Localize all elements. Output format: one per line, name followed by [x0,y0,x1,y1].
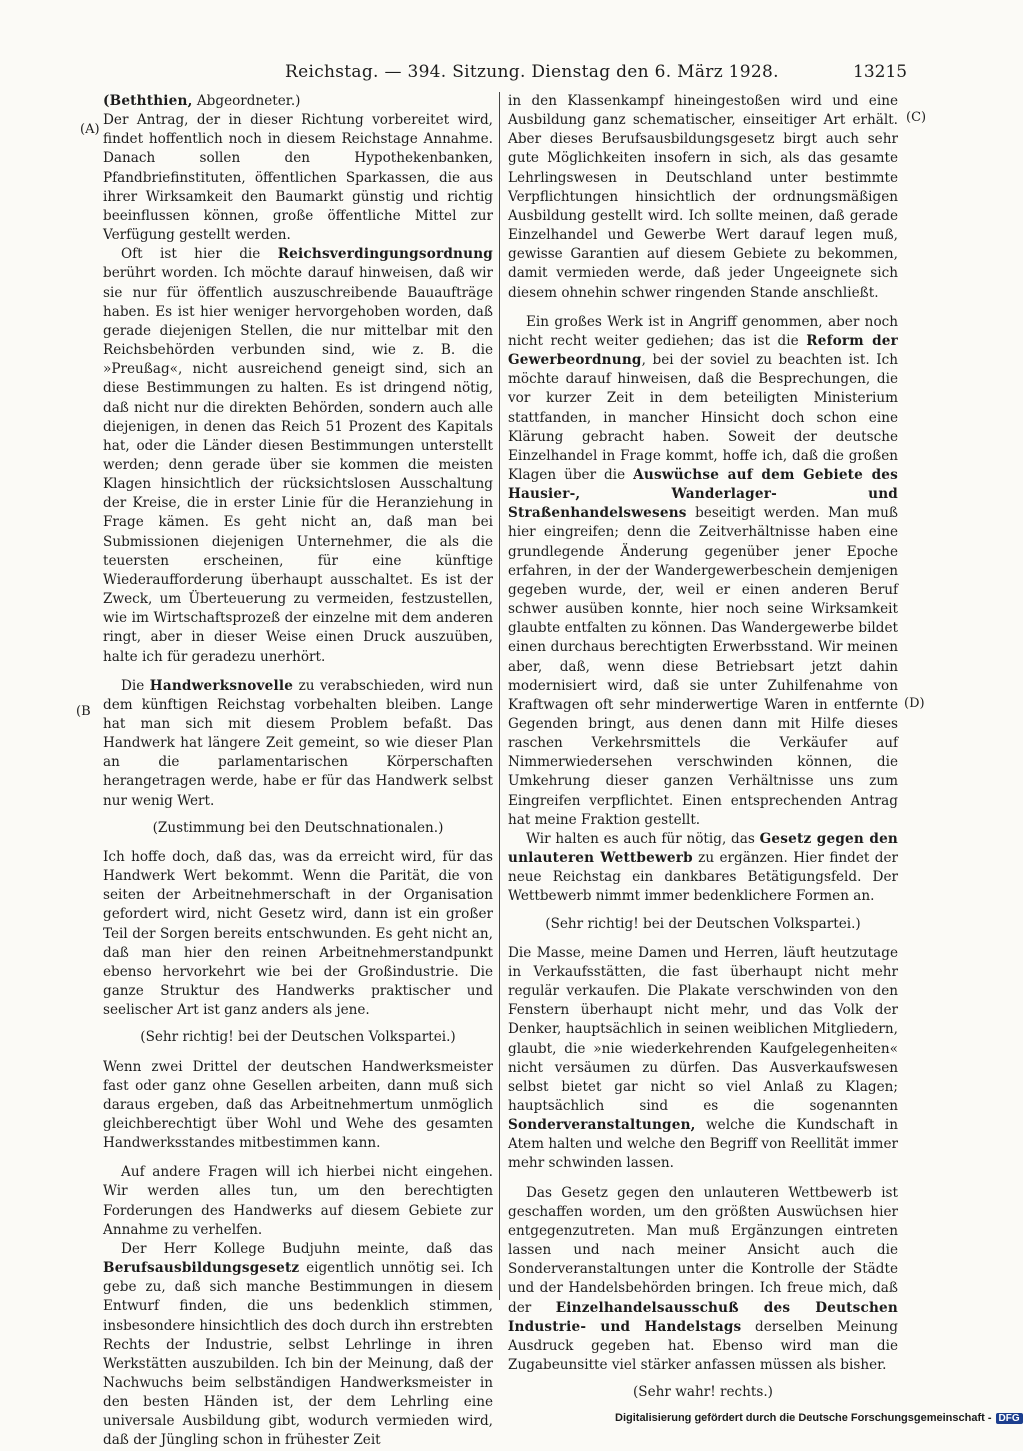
speaker-name: (Beththien, [103,93,193,109]
bold-term: Reichsverdingungsordnung [277,246,493,263]
paragraph: Auf andere Fragen will ich hierbei nicht eingehen. Wir werden alles tun, um den berechtigten Forderungen des Handwerks auf diesem Gebiete zur Annahme zu verhelfen. [103,1164,493,1238]
footer-text: Digitalisierung gefördert durch die Deutsche Forschungsgemeinschaft - [615,1412,992,1424]
paragraph: Wenn zwei Drittel der deutschen Handwerksmeister fast oder ganz ohne Gesellen arbeiten, dann muß sich daraus ergeben, daß das Arbeitnehmertum unmöglich gleichberechtigt über Wohl und Wehe des gesamten Handwerksstandes mitbestimmen kann. [103,1058,493,1152]
column-divider [499,92,500,1300]
page-number: 13215 [853,62,908,82]
margin-marker-a: (A) [80,122,100,137]
text-run: berührt worden. Ich möchte darauf hinweisen, daß wir sie nur für öffentlich auszuschreibende Bauaufträge haben. Es ist hier weniger hervorgehoben worden, daß gerade diejenigen Stellen, die nur mittelbar mit den Reichsbehörden verbunden sind, wie z. B. die »Preußag«, nicht ausreichend geneigt sind, sich an diese Bestimmungen zu halten. Es ist dringend nötig, daß nicht nur die direkten Behörden, sondern auch alle diejenigen, in denen das Reich 51 Prozent des Kapitals hat, oder die Länder diesen Bestimmungen unterstellt werden; denn gerade über sie kommen die meisten Klagen hinsichtlich der rücksichtslosen Ausschaltung der Kreise, die in erster Linie für die Heranziehung in Frage kämen. Es geht nicht an, daß man bei Submissionen diejenigen Unternehmer, die als die teuersten erscheinen, für eine künftige Wiederaufforderung überhaupt ausschaltet. Es ist der Zweck, um Überteuerung zu vermeiden, festzustellen, wie im Wirtschaftsprozeß der einzelne mit dem anderen ringt, aber in dieser Weise einen Druck auszuüben, halte ich für geradezu unerhört. [103,265,493,665]
text-run: Oft ist hier die [121,246,278,263]
text-run: Die [121,677,150,694]
text-run: derselben Meinung Ausdruck gegeben hat. Ebenso wird man die Zugabeunsitte viel stärker anfassen müssen als bisher. [508,1318,898,1373]
text-run: , bei der soviel zu beachten ist. Ich möchte darauf hinweisen, daß die Besprechungen, die vor kurzer Zeit in dem beteiligten Ministerium stattfanden, in mancher Hinsicht doch schon eine Klärung gebracht haben. Soweit der deutsche Einzelhandel in Frage kommt, hoffe ich, daß die großen Klagen über die [508,352,898,483]
bold-term: Einzelhandelsausschuß des Deutschen Industrie- und Handelstags [508,1299,898,1335]
bold-term: Handwerksnovelle [149,677,294,694]
interjection: (Sehr richtig! bei der Deutschen Volkspartei.) [545,915,861,932]
text-run: beseitigt werden. Man muß hier eingreifen; denn die Zeitverhältnisse haben eine grundlegende Änderung gegenüber jener Epoche erfahren, in der der Wandergewerbeschein demjenigen gegeben wurde, der, weil er einen anderen Beruf schwer ausüben konnte, hier noch seine Wirksamkeit glaubte entfalten zu können. Das Wandergewerbe bildet einen durchaus berechtigten Erwerbsstand. Wir meinen aber, daß, wenn diese Betriebsart jetzt dahin modernisiert wird, daß sie unter Zuhilfenahme von Kraftwagen oft sehr minderwertige Waren in entfernte Gegenden bringt, aus denen dann mit Hilfe dieses raschen Verkehrsmittels die Verkäufer auf Nimmerwiedersehen verschwinden können, die Umkehrung dieser ganzen Verhältnisse uns zum Eingreifen verpflichtet. Einen entsprechenden Antrag hat meine Fraktion gestellt. [508,505,898,828]
margin-marker-b: (B [76,704,91,719]
interjection: (Sehr richtig! bei der Deutschen Volkspartei.) [140,1029,456,1046]
bold-term: Auswüchse auf dem Gebiete des Hausier-, Wanderlager- und Straßenhandelswesens [508,466,899,522]
bold-term: Berufsausbildungsgesetz [103,1260,300,1277]
running-title: Reichstag. — 394. Sitzung. Dienstag den 6. März 1928. [285,62,779,82]
speaker-line [103,92,493,111]
paragraph [508,313,898,830]
right-column [508,92,898,1412]
digitization-footer [615,1412,1020,1430]
paragraph [508,1184,898,1376]
text-run: Der Herr Kollege Budjuhn meinte, daß das [121,1240,493,1257]
paragraph [508,830,898,907]
text-run: Ein großes Werk ist in Angriff genommen, aber noch nicht recht weiter gediehen; das ist die [508,313,898,349]
paragraph: Der Antrag, der in dieser Richtung vorbereitet wird, findet hoffentlich noch in diesem Reichstage Annahme. Danach sollen den Hypothekenbanken, Pfandbriefinstituten, öffentlichen Sparkassen, die aus ihrer Wirksamkeit den Baumarkt günstig und richtig beeinflussen können, große öffentliche Mittel zur Verfügung gestellt werden. [103,112,493,244]
text-run: welche die Kundschaft in Atem halten und welche den Begriff von Reellität immer mehr schwinden lassen. [508,1117,898,1172]
bold-term: Reform der Gewerbeordnung [508,332,898,369]
margin-marker-c: (C) [906,110,927,125]
speaker-role: Abgeordneter.) [192,93,301,109]
page-header [0,62,1000,88]
dfg-logo: DFG [996,1413,1023,1424]
text-run: eigentlich unnötig sei. Ich gebe zu, daß sich manche Bestimmungen in diesem Entwurf finden, die uns bedenklich stimmen, insbesondere hinsichtlich des doch durch ihn erstrebten Rechts der Industrie, selbst Lehrlinge in ihren Werkstätten auszubilden. Ich bin der Meinung, daß der Nachwuchs beim selbständigen Handwerksmeister in den besten Händen ist, der dem Lehrling eine universale Ausbildung gibt, wodurch vermieden wird, daß der Jüngling schon in frühester Zeit [103,1260,493,1449]
text-run: Wir halten es auch für nötig, das [526,830,760,847]
paragraph [103,245,493,666]
bold-term: Gesetz gegen den unlauteren Wettbewerb [508,830,899,867]
paragraph [103,1240,493,1451]
paragraph: Ich hoffe doch, daß das, was da erreicht wird, für das Handwerk Wert bekommt. Wenn die Parität, die von seiten der Arbeitnehmerschaft in der Organisation gefordert wird, nicht Gesetz wird, dann ist ein großer Teil der Sorgen bereits entschwunden. Es geht nicht an, daß man hier den reinen Arbeitnehmerstandpunkt ebenso hervorkehrt wie bei der Großindustrie. Die ganze Struktur des Handwerks praktischer und seelischer Art ist ganz anders als jene. [103,848,493,1019]
text-run: zu verabschieden, wird nun dem künftigen Reichstag vorbehalten bleiben. Lange hat man sich mit diesem Problem befaßt. Das Handwerk hat längere Zeit gemeint, so wie dieser Plan an die parlamentarischen Körperschaften herangetragen werde, habe er für das Handwerk selbst nur wenig Wert. [103,677,493,809]
text-run: Die Masse, meine Damen und Herren, läuft heutzutage in Verkaufsstätten, die fast überhaupt nicht mehr regulär verkaufen. Die Plakate verschwinden von den Fenstern überhaupt nicht mehr, und das Volk der Denker, hauptsächlich in seinen weiblichen Mitgliedern, glaubt, die »nie wiederkehrenden Kaufgelegenheiten« nicht versäumen zu dürfen. Das Ausverkaufswesen selbst bietet gar nicht so viel Anlaß zu Klagen; hauptsächlich sind es die sogenannten [508,944,898,1114]
interjection: (Sehr wahr! rechts.) [633,1384,773,1401]
interjection: (Zustimmung bei den Deutschnationalen.) [152,819,444,836]
bold-term: Sonderveranstaltungen, [508,1117,696,1134]
paragraph [508,944,898,1174]
paragraph [103,677,493,811]
margin-marker-d: (D) [904,696,925,711]
paragraph: in den Klassenkampf hineingestoßen wird und eine Ausbildung ganz schematischer, einseitiger Art erhält. Aber dieses Berufsausbildungsgesetz birgt auch sehr gute Möglichkeiten insofern in sich, als das gesamte Lehrlingswesen in Deutschland unter bestimmte Verpflichtungen hinsichtlich der ordnungsmäßigen Ausbildung gestellt wird. Ich sollte meinen, daß gerade Einzelhandel und Gewerbe Wert darauf legen muß, gewisse Garantien auf diesem Gebiete zu bekommen, damit vermieden werde, daß jeder Ungeeignete sich diesem ohnehin schwer ringenden Stande anschließt. [508,93,898,301]
text-run: Das Gesetz gegen den unlauteren Wettbewerb ist geschaffen worden, um den größten Auswüchsen hier entgegenzutreten. Man muß Ergänzungen eintreten lassen und nach meiner Ansicht auch die Sonderveranstaltungen unter die Kontrolle der Städte und der Handelsbehörden bringen. Ich freue mich, daß der [508,1184,898,1316]
left-column [103,92,493,1451]
text-run: zu ergänzen. Hier findet der neue Reichstag ein dankbares Betätigungsfeld. Der Wettbewerb nimmt immer bedenklichere Formen an. [508,850,898,905]
